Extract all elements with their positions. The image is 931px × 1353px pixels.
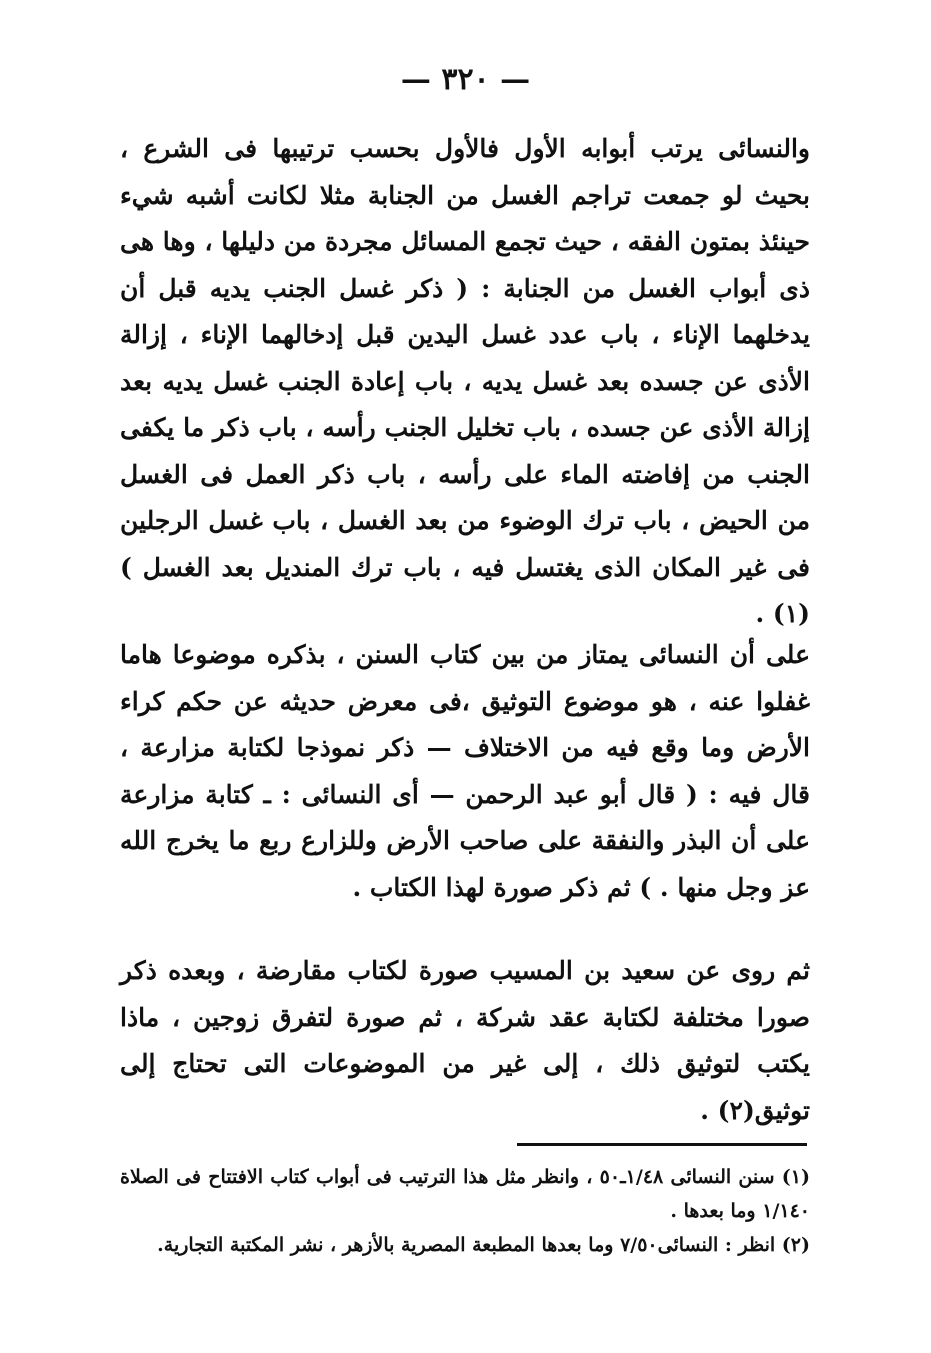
paragraph-2 — [120, 632, 810, 911]
paragraph-2-text: على أن النسائى يمتاز من بين كتاب السنن ، بذكره موضوعا هاما غفلوا عنه ، هو موضوع التوثيق ،فى معرض حديثه عن حكم كراء الأرض وما وقع فيه من الاختلاف — ذكر نموذجا لكتابة مزارعة ، قال فيه : ( قال أبو عبد الرحمن — أى النسائى : ـ كتابة مزارعة على أن البذر والنفقة على صاحب الأرض وللزارع ربع ما يخرج الله عز وجل منها . ) ثم ذكر صورة لهذا الكتاب . — [120, 640, 810, 902]
footnote-divider — [517, 1143, 807, 1146]
page-number: — ٣٢٠ — — [400, 62, 531, 97]
footnote-2: (٢) انظر : النسائى٧/٥٠ وما بعدها المطبعة المصرية بالأزهر ، نشر المكتبة التجارية. — [157, 1234, 810, 1256]
paragraph-3 — [120, 948, 810, 1134]
paragraph-1-text: والنسائى يرتب أبوابه الأول فالأول بحسب ترتيبها فى الشرع ، بحيث لو جمعت تراجم الغسل من الجنابة مثلا لكانت أشبه شيء حينئذ بمتون الفقه ، حيث تجمع المسائل مجردة من دليلها ، وها هى ذى أبواب الغسل من الجنابة : ( ذكر غسل الجنب يديه قبل أن يدخلهما الإناء ، باب عدد غسل اليدين قبل إدخالهما الإناء ، إزالة الأذى عن جسده بعد غسل يديه ، باب إعادة الجنب غسل يديه بعد إزالة الأذى عن جسده ، باب تخليل الجنب رأسه ، باب ذكر ما يكفى الجنب من إفاضته الماء على رأسه ، باب ذكر العمل فى الغسل من الحيض ، باب ترك الوضوء من بعد الغسل ، باب غسل الرجلين فى غير المكان الذى يغتسل فيه ، باب ترك المنديل بعد الغسل )(١) . — [120, 134, 810, 628]
footnotes — [120, 1160, 810, 1262]
paragraph-3-text: ثم روى عن سعيد بن المسيب صورة لكتاب مقارضة ، وبعده ذكر صورا مختلفة لكتابة عقد شركة ، ثم صورة لتفرق زوجين ، ماذا يكتب لتوثيق ذلك ، إلى غير من الموضوعات التى تحتاج إلى توثيق(٢) . — [120, 956, 810, 1125]
paragraph-1 — [120, 126, 810, 638]
footnote-1: (١) سنن النسائى ١/٤٨ـ٥٠ ، وانظر مثل هذا الترتيب فى أبواب كتاب الافتتاح فى الصلاة ١/١٤٠ وما بعدها . — [120, 1166, 810, 1222]
